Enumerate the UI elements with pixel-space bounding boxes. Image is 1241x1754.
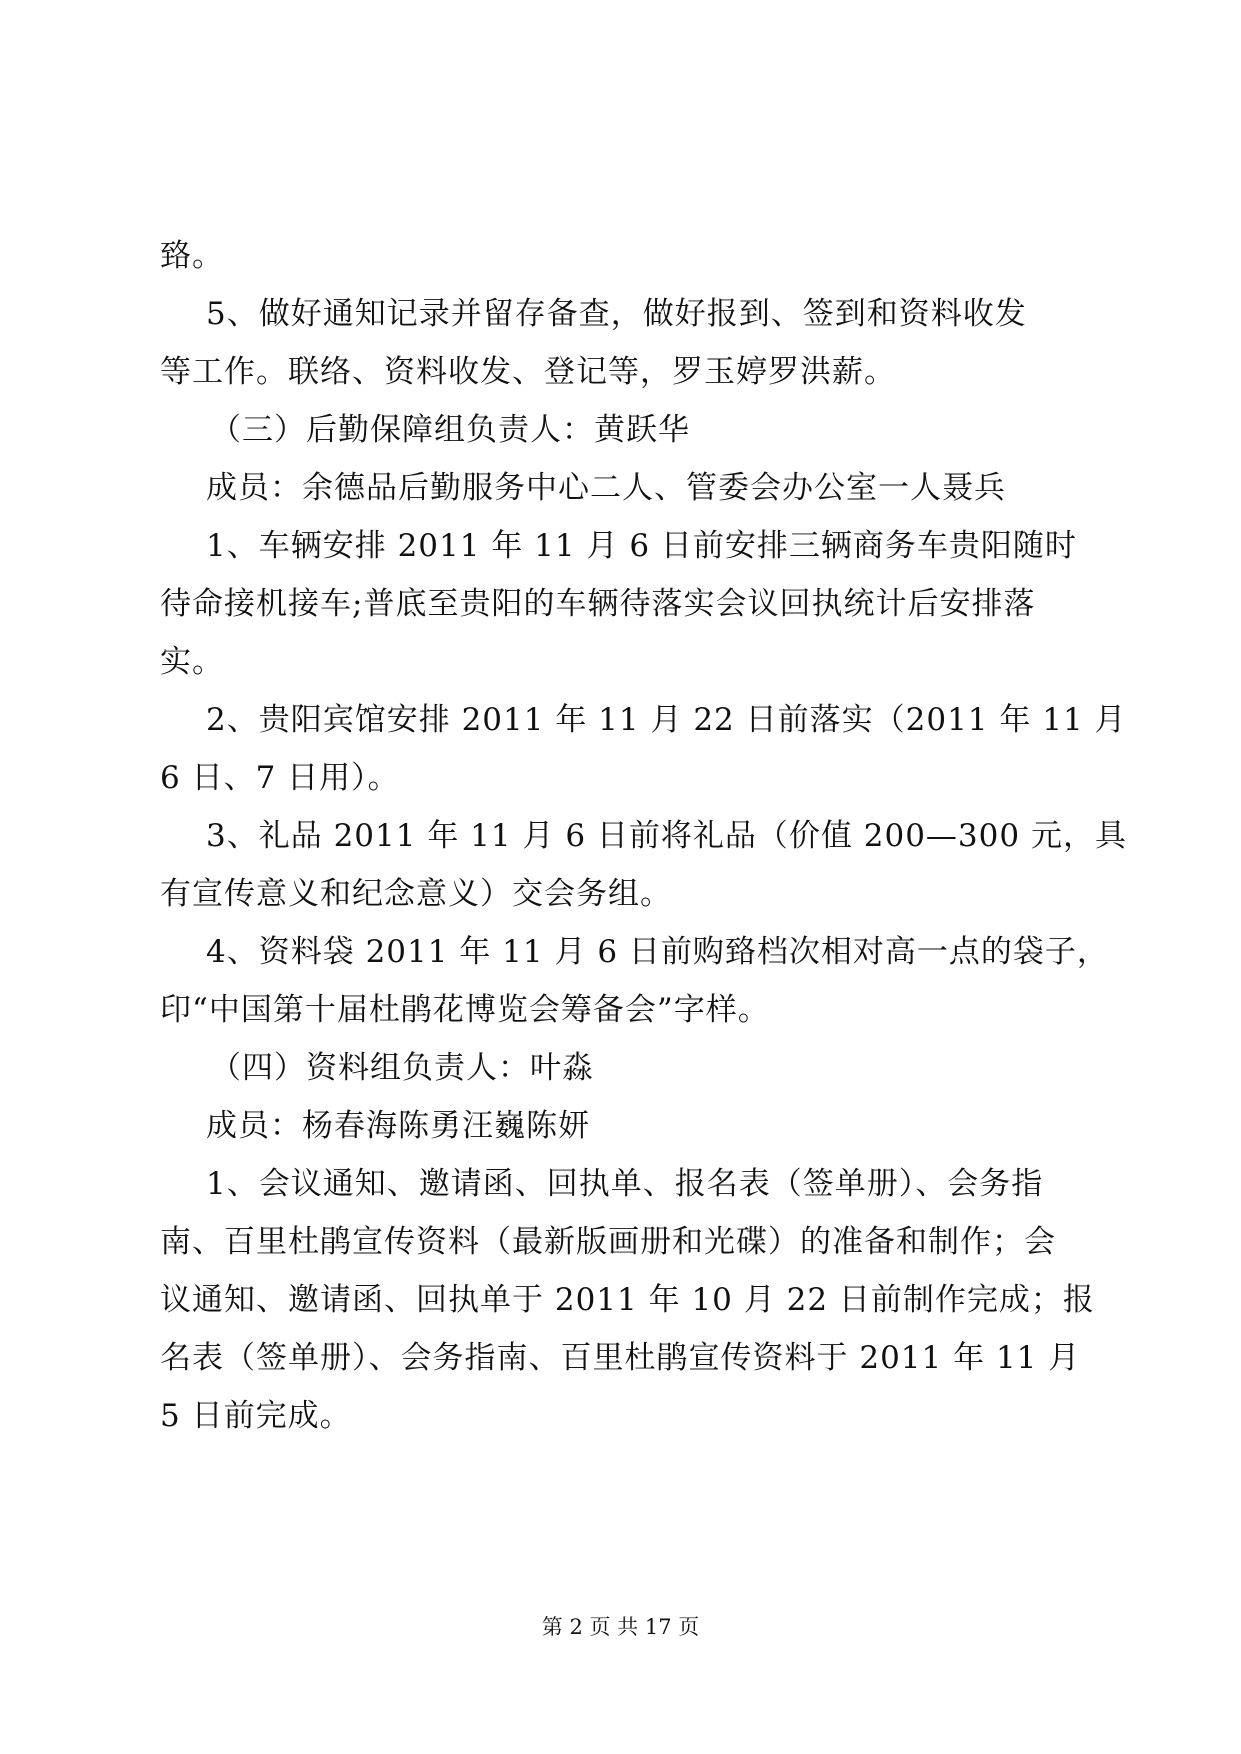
text-line: 名表（签单册）、会务指南、百里杜鹃宣传资料于 2011 年 11 月 (160, 1340, 1081, 1376)
text-line: 臵。 (160, 238, 224, 274)
text-line: 南、百里杜鹃宣传资料（最新版画册和光碟）的准备和制作；会 (160, 1224, 1056, 1260)
text-line: 3、礼品 2011 年 11 月 6 日前将礼品（价值 200—300 元，具 (206, 818, 1127, 854)
text-line: 2、贵阳宾馆安排 2011 年 11 月 22 日前落实（2011 年 11 月 (206, 702, 1127, 738)
text-line: 5、做好通知记录并留存备查，做好报到、签到和资料收发 (206, 296, 1027, 332)
text-line: 1、会议通知、邀请函、回执单、报名表（签单册）、会务指 (206, 1166, 1044, 1202)
section-heading: （三）后勤保障组负责人：黄跃华 (210, 412, 690, 448)
text-line: 4、资料袋 2011 年 11 月 6 日前购臵档次相对高一点的袋子， (206, 934, 1109, 970)
text-line: 实。 (160, 644, 224, 680)
text-line: 6 日、7 日用）。 (160, 760, 400, 796)
text-line: 有宣传意义和纪念意义）交会务组。 (160, 876, 672, 912)
text-line: 等工作。联络、资料收发、登记等，罗玉婷罗洪薪。 (160, 354, 896, 390)
text-line: 印“中国第十届杜鹃花博览会筹备会”字样。 (160, 992, 770, 1028)
text-line: 待命接机接车;普底至贵阳的车辆待落实会议回执统计后安排落 (160, 586, 1036, 622)
page-number-footer: 第 2 页 共 17 页 (541, 1615, 700, 1639)
text-line: 成员：余德品后勤服务中心二人、管委会办公室一人聂兵 (206, 470, 1006, 506)
text-line: 1、车辆安排 2011 年 11 月 6 日前安排三辆商务车贵阳随时 (206, 528, 1077, 564)
text-line: 议通知、邀请函、回执单于 2011 年 10 月 22 日前制作完成；报 (160, 1282, 1095, 1318)
text-line: 成员：杨春海陈勇汪巍陈妍 (206, 1108, 590, 1144)
section-heading: （四）资料组负责人：叶淼 (210, 1050, 594, 1086)
document-body (160, 227, 1127, 1445)
text-line: 5 日前完成。 (160, 1398, 352, 1434)
